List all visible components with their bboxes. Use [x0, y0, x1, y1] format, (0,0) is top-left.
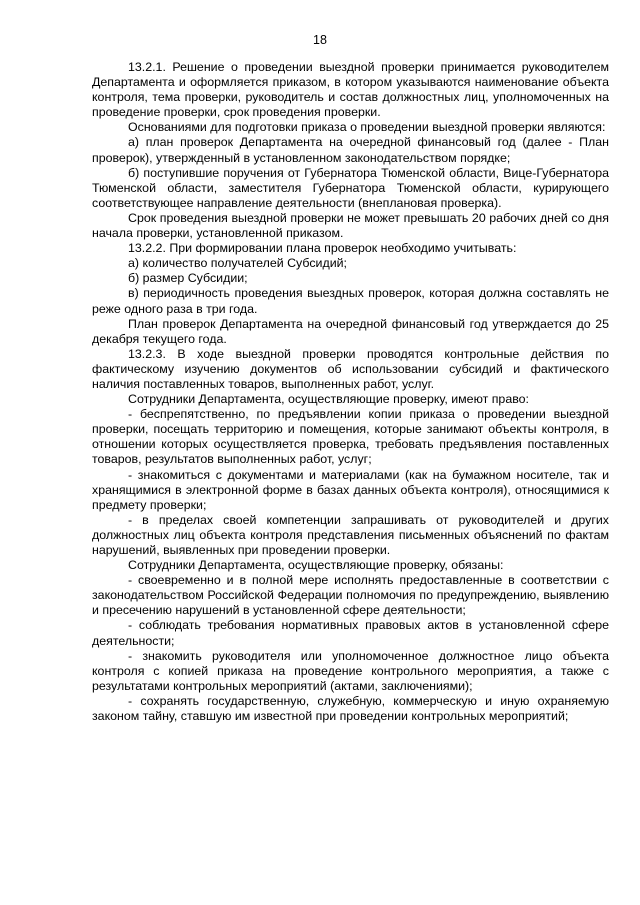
- paragraph-term: Срок проведения выездной проверки не может превышать 20 рабочих дней со дня начала проверки, установленной приказом.: [92, 210, 609, 241]
- page-number: 18: [313, 33, 327, 47]
- paragraph-13-2-2: 13.2.2. При формировании плана проверок необходимо учитывать:: [128, 241, 517, 256]
- list-item-right-documents: - знакомиться с документами и материалами (как на бумажном носителе, так и хранящимися в электронной форме в базах данных объекта контроля), относящимися к предмету проверки;: [92, 467, 609, 512]
- list-item-right-explanations: - в пределах своей компетенции запрашивать от руководителей и других должностных лиц объекта контроля представления письменных объяснений по фактам нарушений, выявленных при проведении проверки.: [92, 512, 609, 557]
- paragraph-rights-intro: Сотрудники Департамента, осуществляющие проверку, имеют право:: [128, 392, 529, 407]
- list-item-duty-secrecy: - сохранять государственную, служебную, коммерческую и иную охраняемую законом тайну, ставшую им известной при проведении контрольных мероприятий;: [92, 693, 609, 724]
- paragraph-duties-intro: Сотрудники Департамента, осуществляющие проверку, обязаны:: [128, 558, 504, 573]
- list-item-duty-powers: - своевременно и в полной мере исполнять предоставленные в соответствии с законодательством Российской Федерации полномочия по предупреждению, выявлению и пресечению нарушений в установленной сфере деятельности;: [92, 573, 609, 618]
- paragraph-grounds-intro: Основаниями для подготовки приказа о проведении выездной проверки являются:: [128, 120, 606, 135]
- paragraph-ground-a: а) план проверок Департамента на очередной финансовый год (далее - План проверок), утвержденный в установленном законодательством порядке;: [92, 135, 609, 165]
- document-body: [92, 60, 609, 724]
- list-item-duty-compliance: - соблюдать требования нормативных правовых актов в установленной сфере деятельности;: [92, 618, 609, 648]
- paragraph-ground-b: б) поступившие поручения от Губернатора Тюменской области, Вице-Губернатора Тюменской области, заместителя Губернатора Тюменской области, курирующего соответствующее направление деятельности (внеплановая проверка).: [92, 165, 609, 210]
- paragraph-criterion-b: б) размер Субсидии;: [128, 271, 248, 286]
- paragraph-criterion-a: а) количество получателей Субсидий;: [128, 256, 347, 271]
- paragraph-plan-approval: План проверок Департамента на очередной финансовый год утверждается до 25 декабря текущего года.: [92, 316, 609, 346]
- list-item-right-access: - беспрепятственно, по предъявлении копии приказа о проведении выездной проверки, посещать территорию и помещения, которые занимают объекты контроля, в отношении которых осуществляется проверка, требовать предъявления поставленных товаров, результатов выполненных работ, услуг;: [92, 407, 609, 467]
- paragraph-13-2-3: 13.2.3. В ходе выездной проверки проводятся контрольные действия по фактическому изучению документов об использовании субсидий и фактического наличия поставленных товаров, выполненных работ, услуг.: [92, 346, 609, 391]
- paragraph-criterion-c: в) периодичность проведения выездных проверок, которая должна составлять не реже одного раза в три года.: [92, 286, 609, 316]
- paragraph-13-2-1: 13.2.1. Решение о проведении выездной проверки принимается руководителем Департамента и оформляется приказом, в котором указываются наименование объекта контроля, тема проверки, руководитель и состав должностных лиц, уполномоченных на проведение проверки, срок проведения проверки.: [92, 60, 609, 120]
- list-item-duty-inform: - знакомить руководителя или уполномоченное должностное лицо объекта контроля с копией приказа на проведение контрольного мероприятия, а также с результатами контрольных мероприятий (актами, заключениями);: [92, 648, 609, 693]
